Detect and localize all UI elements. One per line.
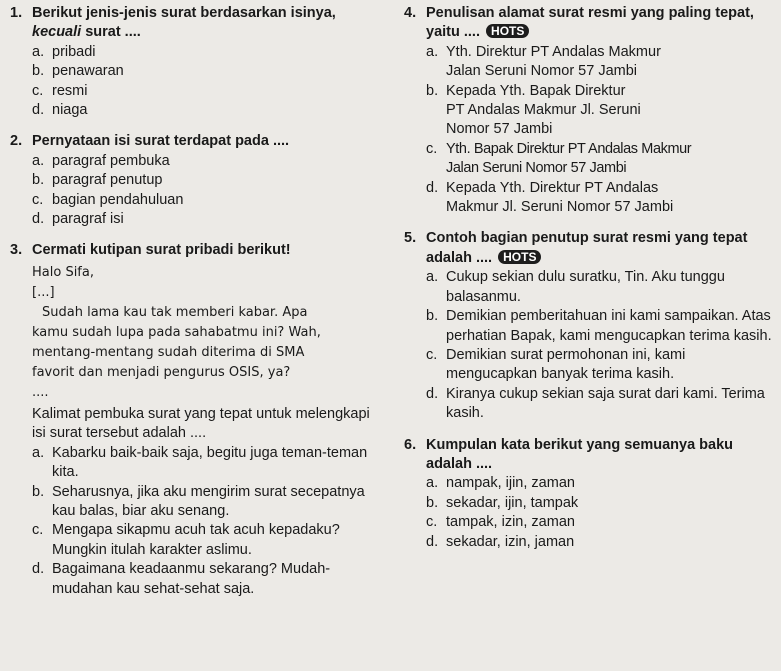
question-text: Berikut jenis-jenis surat berdasarkan isinya, kecuali surat .... [32, 5, 336, 41]
option-b[interactable] [426, 307, 774, 346]
option-label: b. [32, 63, 45, 80]
option-label: d. [32, 102, 45, 119]
option-b[interactable] [32, 62, 382, 81]
option-c[interactable] [32, 191, 382, 210]
option-b[interactable] [426, 494, 774, 513]
question-4 [404, 4, 774, 217]
option-text: sekadar, izin, jaman [446, 533, 575, 550]
option-label: c. [32, 191, 44, 208]
letter-body-line: favorit dan menjadi pengurus OSIS, ya? [32, 364, 291, 380]
question-text [426, 229, 774, 268]
letter-body-line: mentang-mentang sudah diterima di SMA [32, 344, 305, 360]
option-text: Kiranya cukup sekian saja surat dari kami. Terima kasih. [446, 385, 765, 422]
option-text: resmi [52, 82, 88, 99]
options-list [32, 43, 382, 121]
option-label: c. [426, 346, 438, 363]
letter-greeting: Halo Sifa, [32, 264, 94, 280]
option-text: niaga [52, 102, 88, 119]
address-line: Yth. Bapak Direktur PT Andalas Makmur [446, 140, 692, 157]
option-text: sekadar, ijin, tampak [446, 494, 579, 511]
question-3 [10, 241, 382, 598]
option-c[interactable] [32, 82, 382, 101]
option-text: paragraf penutup [52, 172, 163, 189]
option-c[interactable] [426, 140, 774, 179]
question-text-content: Contoh bagian penutup surat resmi yang tepat adalah .... [426, 230, 748, 266]
option-label: a. [426, 475, 439, 492]
option-label: b. [426, 494, 439, 511]
address-line: Jalan Seruni Nomor 57 Jambi [446, 63, 638, 80]
option-text: Cukup sekian dulu suratku, Tin. Aku tunggu balasanmu. [446, 269, 725, 305]
address-line: Kepada Yth. Direktur PT Andalas [446, 179, 659, 196]
letter-ellipsis: [...] [32, 284, 55, 300]
option-label: c. [426, 514, 438, 531]
address-line: Jalan Seruni Nomor 57 Jambi [446, 160, 627, 177]
question-text: Pernyataan isi surat terdapat pada .... [32, 133, 290, 150]
question-number: 4. [404, 5, 417, 21]
option-label: a. [32, 43, 45, 60]
option-text: Bagaimana keadaanmu sekarang? Mudah-mudahan kau sehat-sehat saja. [52, 561, 331, 597]
option-text [446, 179, 774, 218]
option-text: Seharusnya, jika aku mengirim surat secepatnya kau balas, biar aku senang. [52, 483, 365, 519]
option-label: a. [32, 444, 45, 461]
option-d[interactable] [32, 101, 382, 120]
option-label: c. [32, 82, 44, 99]
option-label: b. [426, 82, 439, 99]
option-label: d. [426, 385, 439, 402]
question-1 [10, 4, 382, 120]
option-text: paragraf isi [52, 211, 124, 228]
option-d[interactable] [426, 179, 774, 218]
option-label: b. [32, 172, 45, 189]
address-line: Kepada Yth. Bapak Direktur [446, 82, 626, 99]
option-label: c. [426, 140, 438, 157]
question-text: Cermati kutipan surat pribadi berikut! [32, 242, 291, 259]
question-number: 3. [10, 242, 23, 259]
address-line: PT Andalas Makmur Jl. Seruni [446, 102, 641, 119]
option-b[interactable] [426, 82, 774, 140]
option-a[interactable] [32, 152, 382, 171]
option-text: Kabarku baik-baik saja, begitu juga teman-teman kita. [52, 444, 368, 481]
option-d[interactable] [32, 210, 382, 229]
option-text: tampak, izin, zaman [446, 514, 575, 531]
option-c[interactable] [426, 513, 774, 532]
option-text: bagian pendahuluan [52, 191, 184, 208]
hots-badge: HOTS [498, 250, 541, 264]
options-list [32, 152, 382, 230]
option-d[interactable] [426, 533, 774, 552]
right-column [404, 4, 774, 564]
option-text: Mengapa sikapmu acuh tak acuh kepadaku? Mungkin itulah karakter aslimu. [52, 522, 340, 558]
option-text: penawaran [52, 63, 124, 80]
hots-badge: HOTS [486, 24, 529, 38]
address-line: Yth. Direktur PT Andalas Makmur [446, 43, 661, 60]
question-2 [10, 132, 382, 229]
option-c[interactable] [426, 346, 774, 385]
option-b[interactable] [32, 171, 382, 190]
question-number: 1. [10, 5, 23, 21]
address-line: Makmur Jl. Seruni Nomor 57 Jambi [446, 199, 674, 216]
option-text: Demikian pemberitahuan ini kami sampaikan. Atas perhatian Bapak, kami mengucapkan terima kasih. [446, 308, 772, 344]
letter-body-line: kamu sudah lupa pada sahabatmu ini? Wah, [32, 324, 321, 340]
letter-body-line: Sudah lama kau tak memberi kabar. Apa [42, 304, 308, 320]
question-prompt: Kalimat pembuka surat yang tepat untuk melengkapi isi surat tersebut adalah .... [32, 405, 370, 442]
option-label: b. [426, 308, 439, 325]
question-text [426, 4, 774, 43]
option-text: paragraf pembuka [52, 152, 170, 169]
option-a[interactable] [426, 268, 774, 307]
left-column [10, 4, 382, 611]
option-text [446, 82, 774, 140]
option-text: nampak, ijin, zaman [446, 475, 575, 492]
option-a[interactable] [32, 444, 382, 483]
option-label: d. [32, 211, 45, 228]
option-text [446, 140, 774, 179]
option-text [446, 43, 774, 82]
options-list [426, 268, 774, 423]
option-label: d. [32, 561, 45, 578]
question-text-content: Penulisan alamat surat resmi yang paling tepat, yaitu .... [426, 5, 754, 41]
option-b[interactable] [32, 483, 382, 522]
question-number: 5. [404, 230, 417, 247]
options-list [426, 43, 774, 218]
option-label: a. [426, 43, 439, 60]
question-number: 6. [404, 436, 417, 453]
question-6 [404, 436, 774, 552]
letter-ellipsis: .... [32, 384, 49, 400]
options-list [32, 444, 382, 599]
question-5 [404, 229, 774, 423]
option-d[interactable] [32, 560, 382, 599]
question-number: 2. [10, 133, 23, 150]
option-label: d. [426, 533, 439, 550]
address-line: Nomor 57 Jambi [446, 121, 553, 138]
option-a[interactable] [32, 43, 382, 62]
options-list [426, 474, 774, 552]
letter-excerpt [32, 263, 382, 403]
option-text: Demikian surat permohonan ini, kami mengucapkan banyak terima kasih. [446, 346, 686, 383]
option-d[interactable] [426, 385, 774, 424]
option-label: b. [32, 483, 45, 500]
option-label: a. [32, 152, 45, 169]
option-label: d. [426, 179, 439, 196]
option-text: pribadi [52, 43, 96, 60]
option-a[interactable] [426, 474, 774, 493]
option-a[interactable] [426, 43, 774, 82]
option-label: a. [426, 269, 439, 286]
option-c[interactable] [32, 521, 382, 560]
question-text: Kumpulan kata berikut yang semuanya baku adalah .... [426, 436, 734, 472]
option-label: c. [32, 522, 44, 539]
